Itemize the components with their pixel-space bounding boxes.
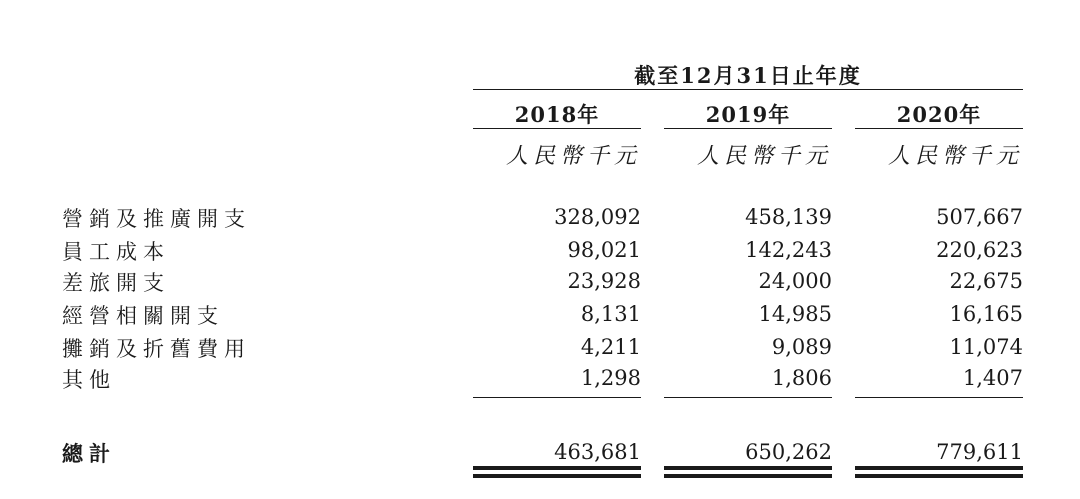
row-label: 經營相關開支: [62, 304, 224, 328]
table-cell: 458,139: [745, 205, 832, 229]
table-cell: 14,985: [758, 302, 832, 326]
column-year-2020: 2020年: [896, 102, 982, 127]
total-double-rule: [473, 474, 641, 478]
subtotal-rule: [855, 397, 1023, 398]
total-double-rule: [664, 474, 832, 478]
table-cell: 1,407: [962, 366, 1023, 390]
column-unit-2018: 人民幣千元: [505, 144, 641, 169]
period-header: 截至12月31日止年度: [634, 63, 862, 88]
total-cell: 650,262: [745, 440, 832, 464]
table-cell: 22,675: [949, 269, 1023, 293]
column-rule-2019: [664, 128, 832, 129]
table-cell: 142,243: [745, 238, 832, 262]
table-cell: 24,000: [758, 269, 832, 293]
row-label: 員工成本: [62, 240, 170, 264]
column-year-2019: 2019年: [705, 102, 791, 127]
table-cell: 16,165: [949, 302, 1023, 326]
table-cell: 1,806: [771, 366, 832, 390]
row-label: 其他: [62, 368, 116, 392]
table-cell: 220,623: [936, 238, 1023, 262]
column-year-2018: 2018年: [514, 102, 600, 127]
header-rule: [473, 89, 1023, 90]
total-double-rule: [473, 466, 641, 470]
total-double-rule: [855, 466, 1023, 470]
table-cell: 328,092: [554, 205, 641, 229]
total-cell: 463,681: [554, 440, 641, 464]
column-unit-2019: 人民幣千元: [696, 144, 832, 169]
table-cell: 23,928: [567, 269, 641, 293]
row-label: 攤銷及折舊費用: [62, 337, 251, 361]
column-rule-2020: [855, 128, 1023, 129]
table-cell: 9,089: [771, 335, 832, 359]
total-cell: 779,611: [936, 440, 1023, 464]
total-double-rule: [664, 466, 832, 470]
table-cell: 11,074: [949, 335, 1023, 359]
table-cell: 4,211: [580, 335, 641, 359]
row-label: 營銷及推廣開支: [62, 207, 251, 231]
column-rule-2018: [473, 128, 641, 129]
total-double-rule: [855, 474, 1023, 478]
subtotal-rule: [664, 397, 832, 398]
row-label: 差旅開支: [62, 271, 170, 295]
subtotal-rule: [473, 397, 641, 398]
table-cell: 1,298: [580, 366, 641, 390]
table-cell: 507,667: [936, 205, 1023, 229]
table-cell: 98,021: [567, 238, 641, 262]
table-cell: 8,131: [580, 302, 641, 326]
column-unit-2020: 人民幣千元: [887, 144, 1023, 169]
total-label: 總計: [62, 441, 116, 466]
